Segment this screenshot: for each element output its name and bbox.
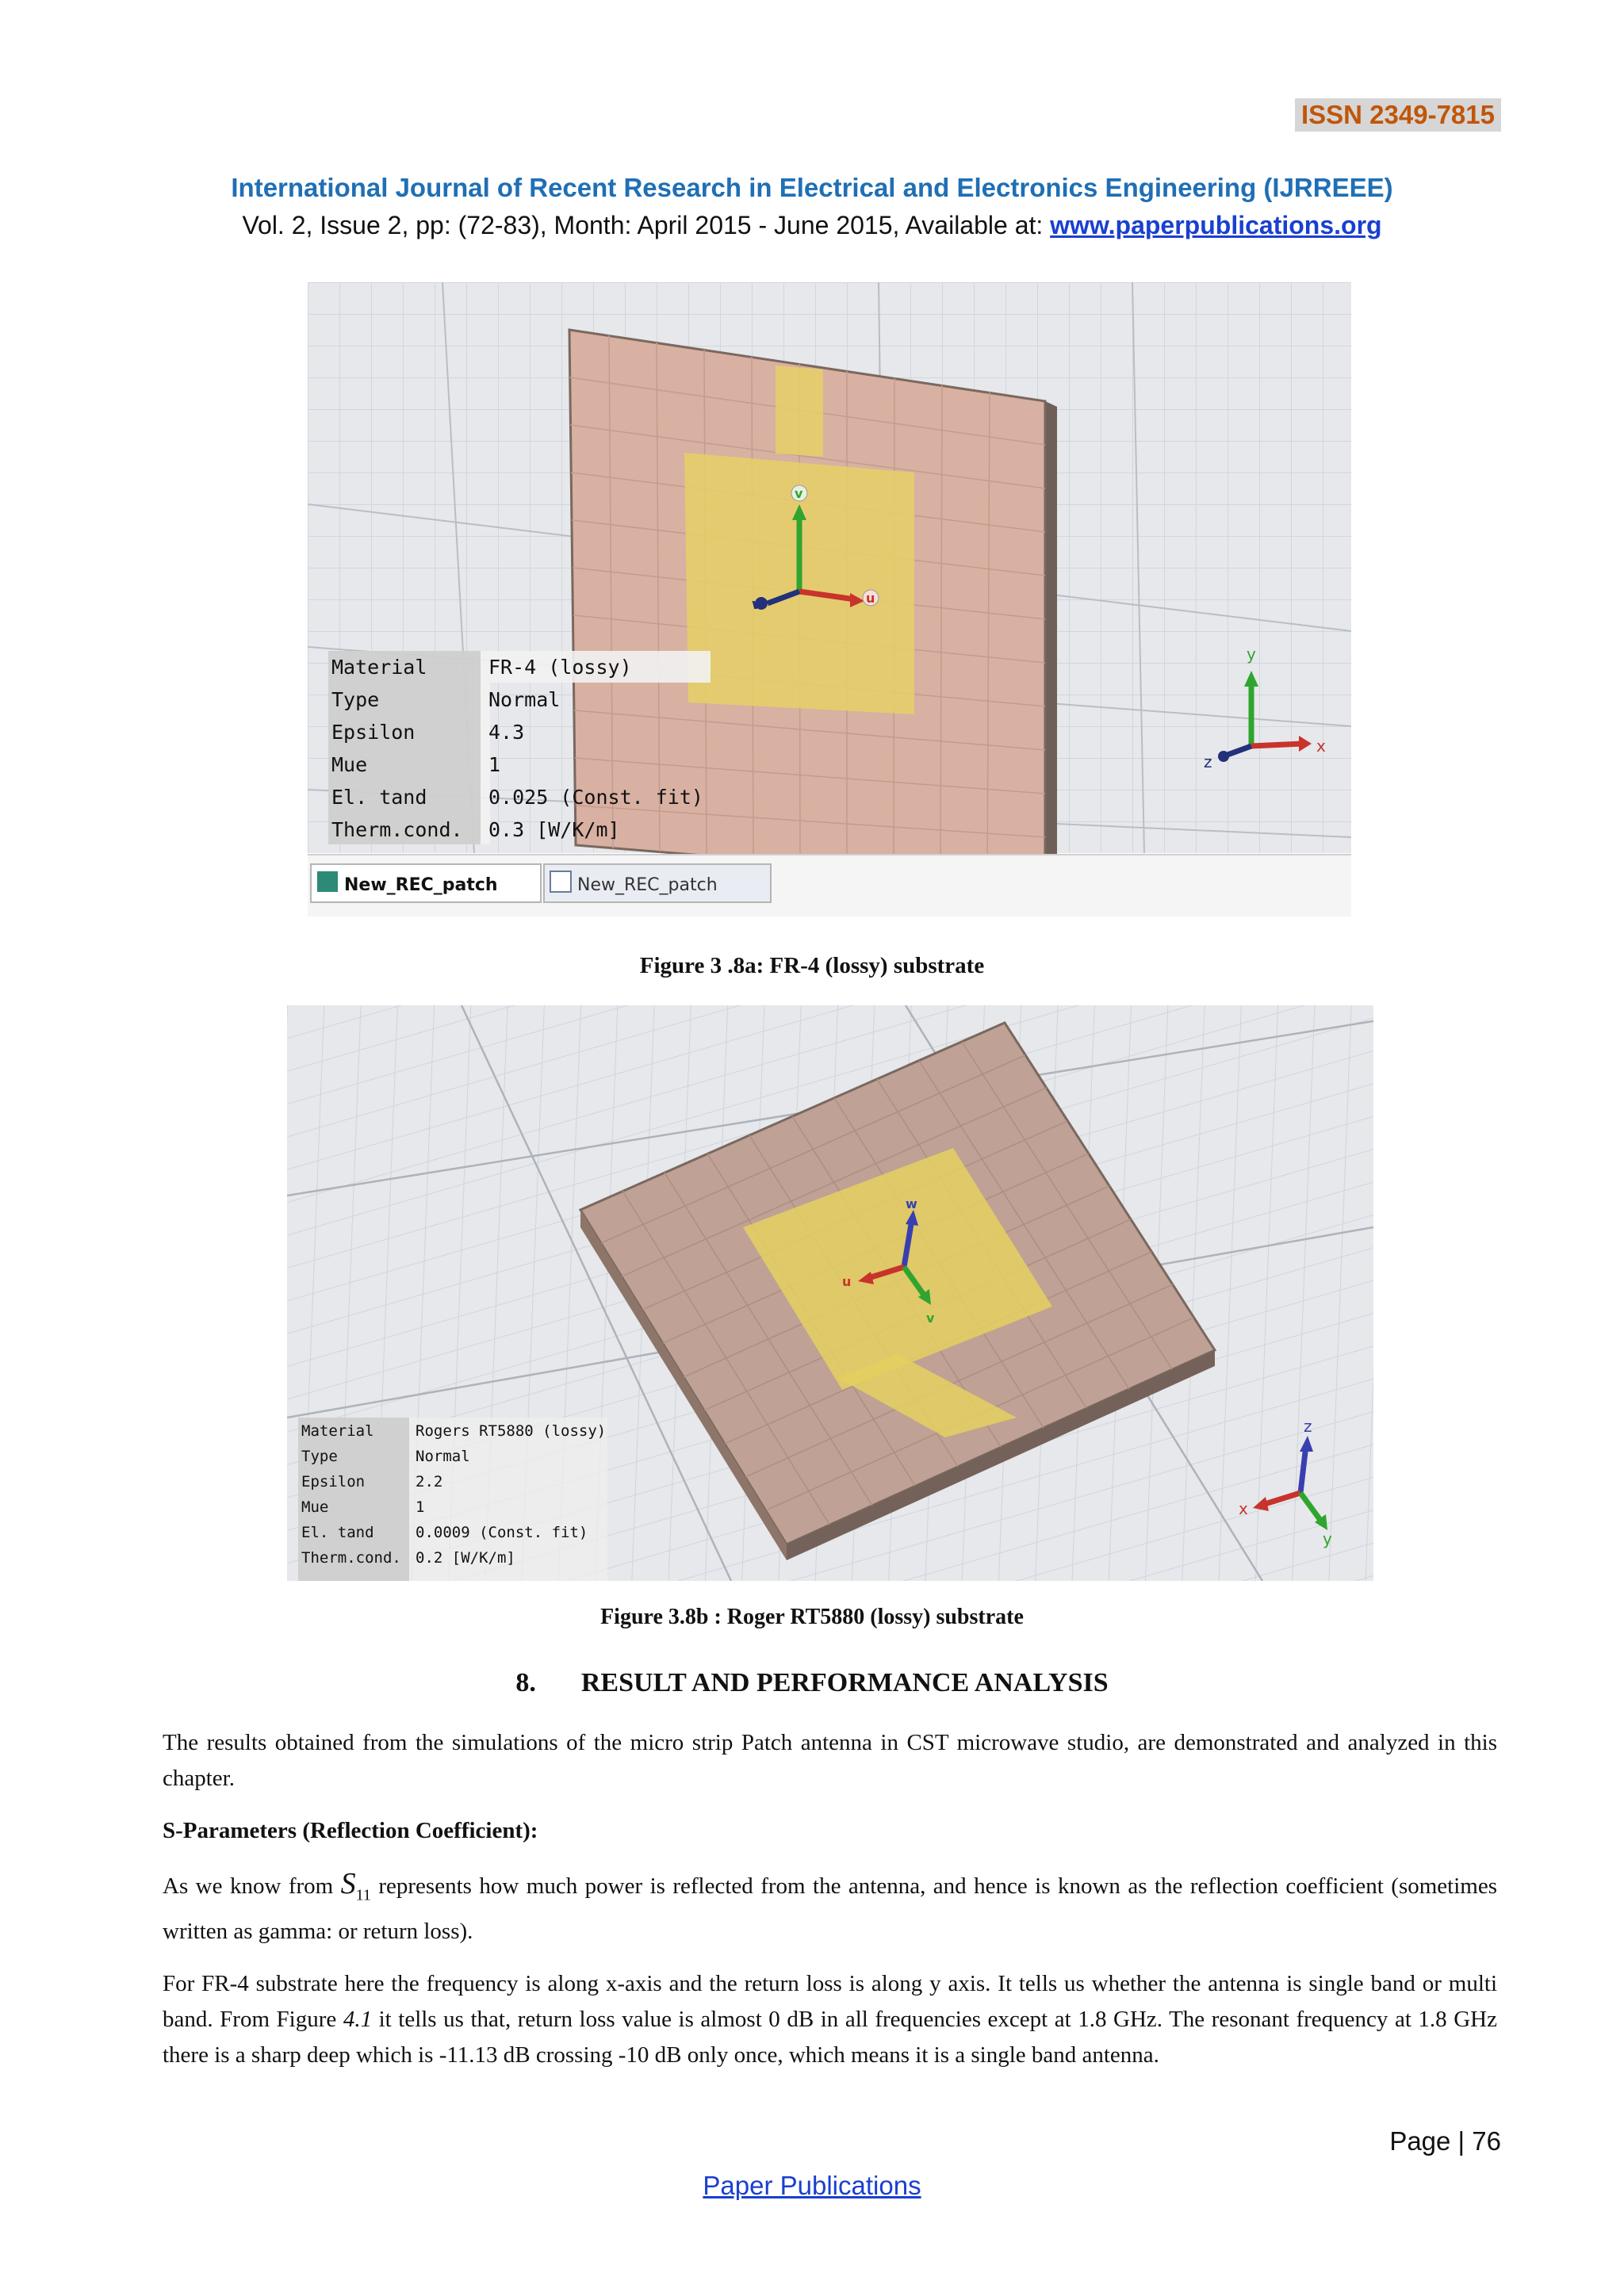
figure-a-image: [308, 282, 1351, 916]
axis-label-u: u: [866, 591, 875, 606]
rt5880-prop-value-2: 2.2: [416, 1473, 443, 1490]
journal-title: International Journal of Recent Research in Electrical and Electronics Engineering (IJRREEE): [231, 173, 1393, 202]
rt5880-prop-value-4: 0.0009 (Const. fit): [416, 1524, 588, 1541]
rt5880-prop-value-0: Rogers RT5880 (lossy): [416, 1422, 607, 1440]
axis-label-w: w: [752, 596, 765, 613]
tab-new-rec-patch[interactable]: New_REC_patch: [577, 875, 718, 895]
axis-label-u-b: u: [842, 1274, 852, 1289]
section-heading: [0, 1668, 1624, 1698]
rt5880-prop-key-2: Epsilon: [301, 1473, 366, 1490]
fr4-prop-key-4: El. tand: [331, 786, 427, 809]
issn-label: ISSN 2349-7815: [1295, 98, 1501, 132]
global-axis-x-b: x: [1239, 1499, 1248, 1518]
fr4-prop-key-1: Type: [331, 688, 380, 711]
publisher-link[interactable]: Paper Publications: [703, 2171, 921, 2200]
rt5880-prop-key-4: El. tand: [301, 1524, 374, 1541]
paragraph-intro: The results obtained from the simulations of the micro strip Patch antenna in CST microwave studio, are demonstrated and analyzed in this chapter.: [163, 1730, 1497, 1791]
journal-url-link[interactable]: www.paperpublications.org: [1050, 211, 1382, 239]
tab-new-rec-patch-active[interactable]: New_REC_patch: [344, 875, 498, 895]
rt5880-prop-key-5: Therm.cond.: [301, 1549, 401, 1567]
rt5880-prop-value-1: Normal: [416, 1448, 470, 1465]
fr4-prop-value-3: 1: [488, 753, 501, 776]
figure-a-caption: Figure 3 .8a: FR-4 (lossy) substrate: [639, 953, 985, 978]
rt5880-prop-value-5: 0.2 [W/K/m]: [416, 1549, 515, 1567]
fr4-prop-value-5: 0.3 [W/K/m]: [488, 818, 620, 841]
paragraph-s11-pre: As we know from: [163, 1873, 341, 1899]
s11-subscript: 11: [355, 1886, 371, 1904]
global-axis-y: y: [1247, 645, 1256, 664]
subheading-sparams: S-Parameters (Reflection Coefficient):: [163, 1818, 538, 1843]
figure-b-render: [287, 1005, 1373, 1581]
figure-b-image: [287, 1005, 1373, 1581]
figure-b-caption: Figure 3.8b : Roger RT5880 (lossy) substrate: [600, 1605, 1024, 1629]
fr4-prop-value-4: 0.025 (Const. fit): [488, 786, 703, 809]
figure-a-render: [308, 282, 1351, 916]
section-number: 8.: [515, 1668, 536, 1697]
section-title: RESULT AND PERFORMANCE ANALYSIS: [580, 1668, 1109, 1697]
paragraph-fr4-b: it tells us that, return loss value is almost 0 dB in all frequencies except at 1.8 GHz. The resonant frequency at 1.8 GHz there is a sharp deep which is -11.13 dB crossing -10 dB only once, which means it is a single band antenna.: [163, 2007, 1497, 2068]
paragraph-s11-post: represents how much power is reflected from the antenna, and hence is known as the reflection coefficient (sometimes written as gamma: or return loss).: [163, 1873, 1497, 1944]
global-axis-z: z: [1204, 752, 1212, 771]
s11-letter: S: [340, 1867, 356, 1900]
fr4-prop-value-2: 4.3: [488, 721, 525, 744]
figure-ref: 4.1: [343, 2007, 373, 2032]
rt5880-prop-value-3: 1: [416, 1498, 425, 1516]
axis-label-w-b: w: [906, 1196, 917, 1211]
journal-info-text: Vol. 2, Issue 2, pp: (72-83), Month: April 2015 - June 2015, Available at:: [242, 211, 1051, 239]
page-number: Page | 76: [1389, 2126, 1501, 2156]
global-axis-x: x: [1316, 737, 1326, 756]
global-axis-z-b: z: [1304, 1417, 1312, 1436]
fr4-prop-key-5: Therm.cond.: [331, 818, 463, 841]
fr4-prop-value-1: Normal: [488, 688, 561, 711]
rt5880-prop-key-3: Mue: [301, 1498, 329, 1516]
paragraph-fr4-a: For FR-4 substrate here the frequency is along x-axis and the return loss is along y axis. It tells us whether the antenna is single band or multi band. From Figure: [163, 1971, 1497, 2032]
axis-label-v-b: v: [926, 1311, 935, 1326]
fr4-prop-value-0: FR-4 (lossy): [488, 656, 632, 679]
fr4-prop-key-3: Mue: [331, 753, 368, 776]
rt5880-prop-key-1: Type: [301, 1448, 338, 1465]
s11-symbol: [340, 1867, 371, 1904]
paragraph-s11: [163, 1866, 1497, 1950]
paragraph-fr4: [163, 1966, 1497, 2073]
rt5880-prop-key-0: Material: [301, 1422, 374, 1440]
fr4-prop-key-2: Epsilon: [331, 721, 416, 744]
fr4-prop-key-0: Material: [331, 656, 427, 679]
axis-label-v: v: [795, 486, 803, 501]
journal-info: [0, 211, 1624, 240]
global-axis-y-b: y: [1323, 1529, 1332, 1548]
